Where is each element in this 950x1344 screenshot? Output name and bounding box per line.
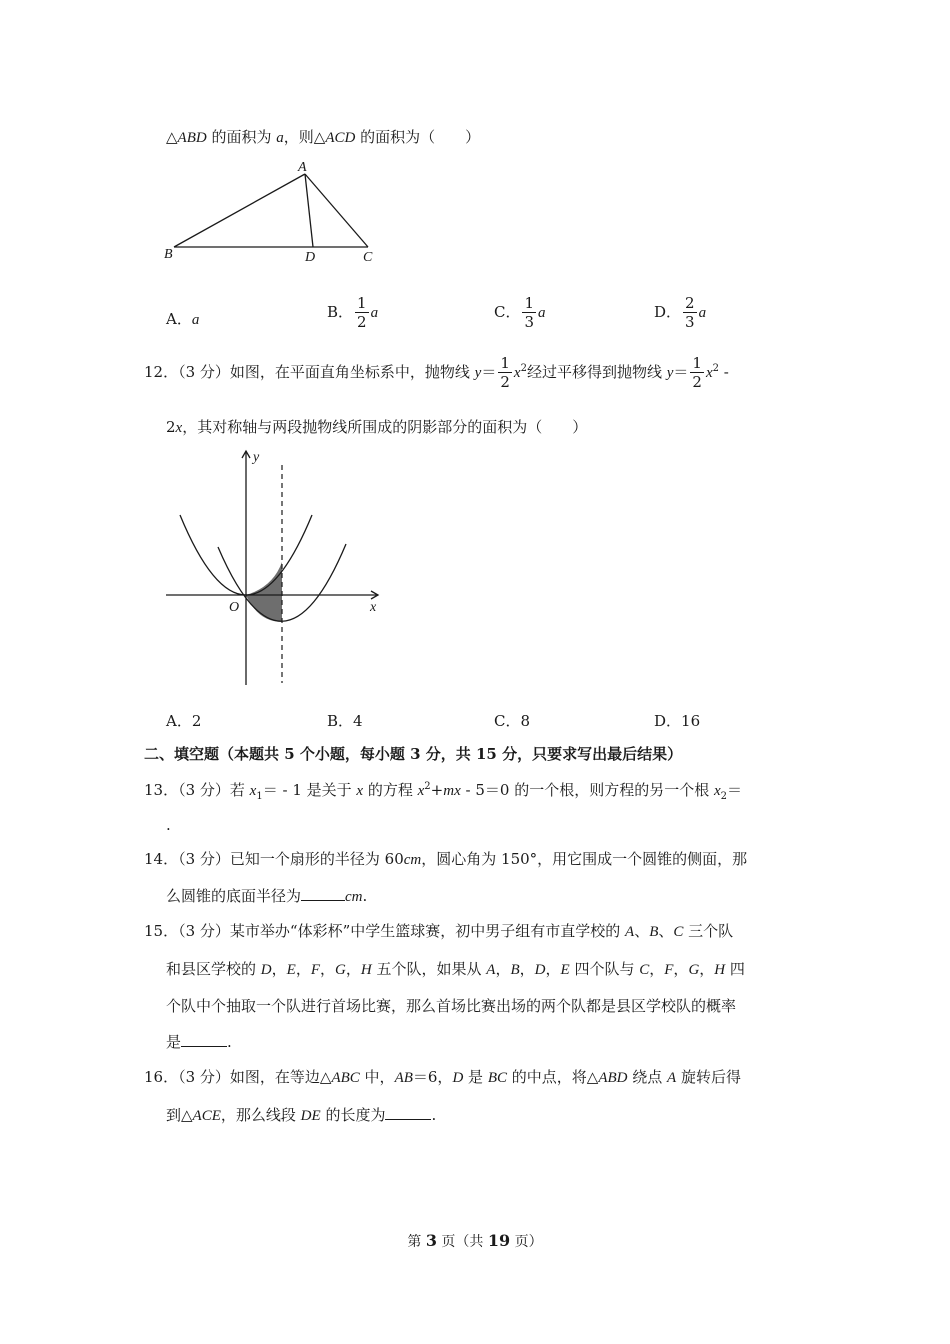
sep: ， (649, 960, 665, 978)
sep: ， (320, 960, 336, 978)
numerator: 1 (357, 294, 367, 312)
math-var: ACE (192, 1108, 221, 1124)
team-label: D (260, 962, 272, 978)
team-label: C (673, 924, 684, 940)
sep: ， (495, 960, 511, 978)
shaded-region (246, 562, 282, 622)
q13-text: 13．（3 分）若 (144, 781, 250, 799)
math-op: ＝ (481, 363, 497, 381)
math-var: x (249, 783, 257, 799)
q12-text: 12．（3 分）如图，在平面直角坐标系中，抛物线 (144, 363, 475, 381)
math-var: x (713, 783, 721, 799)
option-value: a (538, 305, 546, 321)
math-var: BC (487, 1070, 507, 1086)
sep: ， (271, 960, 287, 978)
fraction (683, 296, 697, 330)
math-op: + (430, 781, 444, 799)
team-label: E (560, 962, 570, 978)
q11-text: ABD (177, 130, 207, 146)
team-label: A (625, 924, 635, 940)
sep: 、 (658, 922, 674, 940)
math-var: A (667, 1070, 677, 1086)
fraction (355, 296, 369, 330)
team-label: H (714, 962, 726, 978)
segment-ab (174, 174, 305, 247)
q14-line1 (144, 848, 747, 869)
q12-text: 2 (166, 418, 176, 436)
team-label: B (510, 962, 520, 978)
q15-text: 和县区学校的 (166, 960, 261, 978)
fraction (498, 356, 512, 390)
math-var: ABD (598, 1070, 628, 1086)
q11-option-a[interactable] (166, 308, 199, 329)
fraction (690, 356, 704, 390)
q16-text: ，那么线段 (220, 1106, 301, 1124)
page-footer (0, 1231, 950, 1251)
label-origin: O (229, 600, 240, 615)
math-var: D (452, 1070, 464, 1086)
unit: cm (403, 852, 422, 868)
unit: cm (345, 889, 363, 905)
q15-text: 是 (166, 1033, 182, 1051)
answer-blank[interactable] (301, 900, 345, 901)
q16-text: 是 (463, 1068, 488, 1086)
option-label: A． (166, 310, 192, 328)
sep: ， (295, 960, 311, 978)
exponent: 2 (520, 363, 527, 374)
q16-text: 旋转后得 (676, 1068, 741, 1086)
q11-option-d[interactable] (654, 296, 706, 330)
math-op: - (719, 363, 729, 381)
section-heading: 二、填空题（本题共 5 个小题，每小题 3 分，共 15 分，只要求写出最后结果） (144, 745, 683, 763)
option-label: B． (327, 303, 354, 321)
answer-blank[interactable] (181, 1046, 227, 1047)
team-label: B (649, 924, 659, 940)
team-label: G (688, 962, 700, 978)
math-var: ABC (331, 1070, 360, 1086)
q14-text: . (362, 887, 368, 905)
q12-option-a[interactable]: A．2 (166, 712, 202, 730)
denominator: 2 (692, 373, 702, 391)
label-y: y (253, 450, 260, 465)
parabola-figure (160, 445, 390, 690)
team-label: G (335, 962, 346, 978)
segment-ad (305, 174, 313, 247)
math-var: x (356, 783, 364, 799)
denominator: 3 (685, 313, 695, 331)
page-total: 19 (487, 1231, 511, 1250)
sep: ， (699, 960, 715, 978)
numerator: 1 (692, 354, 702, 372)
q15-line4 (166, 1031, 232, 1052)
q13-line1 (144, 779, 742, 802)
label-d: D (305, 250, 316, 265)
team-label: C (639, 962, 650, 978)
page-number: 3 (425, 1231, 437, 1250)
q15-line1 (144, 920, 733, 941)
answer-blank[interactable] (385, 1119, 431, 1120)
team-label: F (310, 962, 320, 978)
math-var: y (474, 365, 482, 381)
q11-text: △ (166, 128, 178, 146)
footer-text: 第 (407, 1234, 426, 1250)
label-a: A (298, 160, 307, 175)
exponent: 2 (712, 363, 720, 374)
q16-text: 到△ (166, 1106, 193, 1124)
q11-text: ，则△ (283, 128, 326, 146)
q14-text: 14．（3 分）已知一个扇形的半径为 60 (144, 850, 404, 868)
q16-line1 (144, 1066, 741, 1087)
option-label: D． (654, 303, 682, 321)
triangle-figure (160, 160, 390, 270)
q14-line2 (166, 885, 367, 906)
label-c: C (363, 250, 373, 265)
q16-text: 绕点 (627, 1068, 668, 1086)
q11-stem (166, 126, 480, 147)
q12-option-c[interactable]: C．8 (494, 712, 531, 730)
q12-text: 经过平移得到抛物线 (526, 363, 667, 381)
footer-text: 页（共 (436, 1234, 488, 1250)
q11-option-b[interactable] (327, 296, 378, 330)
fraction (522, 296, 536, 330)
q15-text: 四 (725, 960, 745, 978)
math-var: mx (443, 783, 461, 799)
q15-line3: 个队中个抽取一个队进行首场比赛，那么首场比赛出场的两个队都是县区学校队的概率 (166, 997, 737, 1015)
footer-text: 页） (510, 1234, 543, 1250)
q13-line2: . (166, 816, 171, 834)
q11-text: 的面积为 (206, 128, 277, 146)
q12-option-b[interactable]: B．4 (327, 712, 363, 730)
sep: ， (545, 960, 561, 978)
q12-option-d[interactable]: D．16 (654, 712, 701, 730)
q14-text: ，圆心角为 150°，用它围成一个圆锥的侧面，那 (421, 850, 748, 868)
q11-option-c[interactable] (494, 296, 546, 330)
q15-text: 15．（3 分）某市举办“体彩杯”中学生篮球赛，初中男子组有市直学校的 (144, 922, 626, 940)
sep: ， (345, 960, 361, 978)
q15-line2 (166, 958, 745, 979)
sep: ， (519, 960, 535, 978)
q12-text: ，其对称轴与两段抛物线所围成的阴影部分的面积为（ ） (182, 418, 588, 436)
math-var: y (666, 365, 674, 381)
q13-text: 的方程 (363, 781, 418, 799)
q15-text: . (227, 1033, 232, 1051)
team-label: E (286, 962, 296, 978)
team-label: H (360, 962, 372, 978)
q16-text: 中， (359, 1068, 395, 1086)
q15-text: 五个队，如果从 (371, 960, 487, 978)
q14-text: 么圆锥的底面半径为 (166, 887, 302, 905)
q12-line2 (166, 416, 587, 437)
sep: 、 (634, 922, 650, 940)
denominator: 2 (357, 313, 367, 331)
team-label: D (534, 962, 546, 978)
q11-text: 的面积为（ ） (355, 128, 481, 146)
math-var: AB (394, 1070, 413, 1086)
q16-text: 的长度为 (320, 1106, 386, 1124)
q13-text: - 5＝0 的一个根，则方程的另一个根 (460, 781, 714, 799)
team-label: A (486, 962, 496, 978)
q16-text: 16．（3 分）如图，在等边△ (144, 1068, 332, 1086)
math-var: x (175, 420, 183, 436)
q16-text: ＝6， (412, 1068, 453, 1086)
denominator: 2 (500, 373, 510, 391)
q16-text: . (431, 1106, 437, 1124)
option-value: a (370, 305, 379, 321)
q13-text: ＝ - 1 是关于 (262, 781, 357, 799)
denominator: 3 (524, 313, 535, 331)
math-op: ＝ (673, 363, 689, 381)
option-value: a (698, 305, 707, 321)
label-b: B (164, 247, 173, 262)
option-label: C． (494, 303, 521, 321)
numerator: 1 (500, 354, 510, 372)
option-value: a (191, 312, 200, 328)
numerator: 2 (685, 294, 695, 312)
q16-text: 的中点，将△ (507, 1068, 599, 1086)
q12-line1 (144, 356, 729, 390)
exponent: 2 (424, 781, 431, 792)
math-var: x (705, 365, 713, 381)
math-var: x (513, 365, 521, 381)
q16-line2 (166, 1104, 436, 1125)
q15-text: 四个队与 (569, 960, 640, 978)
label-x: x (370, 600, 377, 615)
numerator: 1 (524, 294, 535, 312)
subscript: 2 (720, 791, 728, 802)
segment-ac (305, 174, 368, 247)
q11-text: ACD (325, 130, 356, 146)
subscript: 1 (256, 791, 263, 802)
math-var: DE (300, 1108, 321, 1124)
q15-text: 三个队 (683, 922, 734, 940)
math-op: ＝ (727, 781, 743, 799)
team-label: F (664, 962, 674, 978)
math-var: x (417, 783, 425, 799)
sep: ， (673, 960, 689, 978)
q11-text: a (276, 130, 284, 146)
